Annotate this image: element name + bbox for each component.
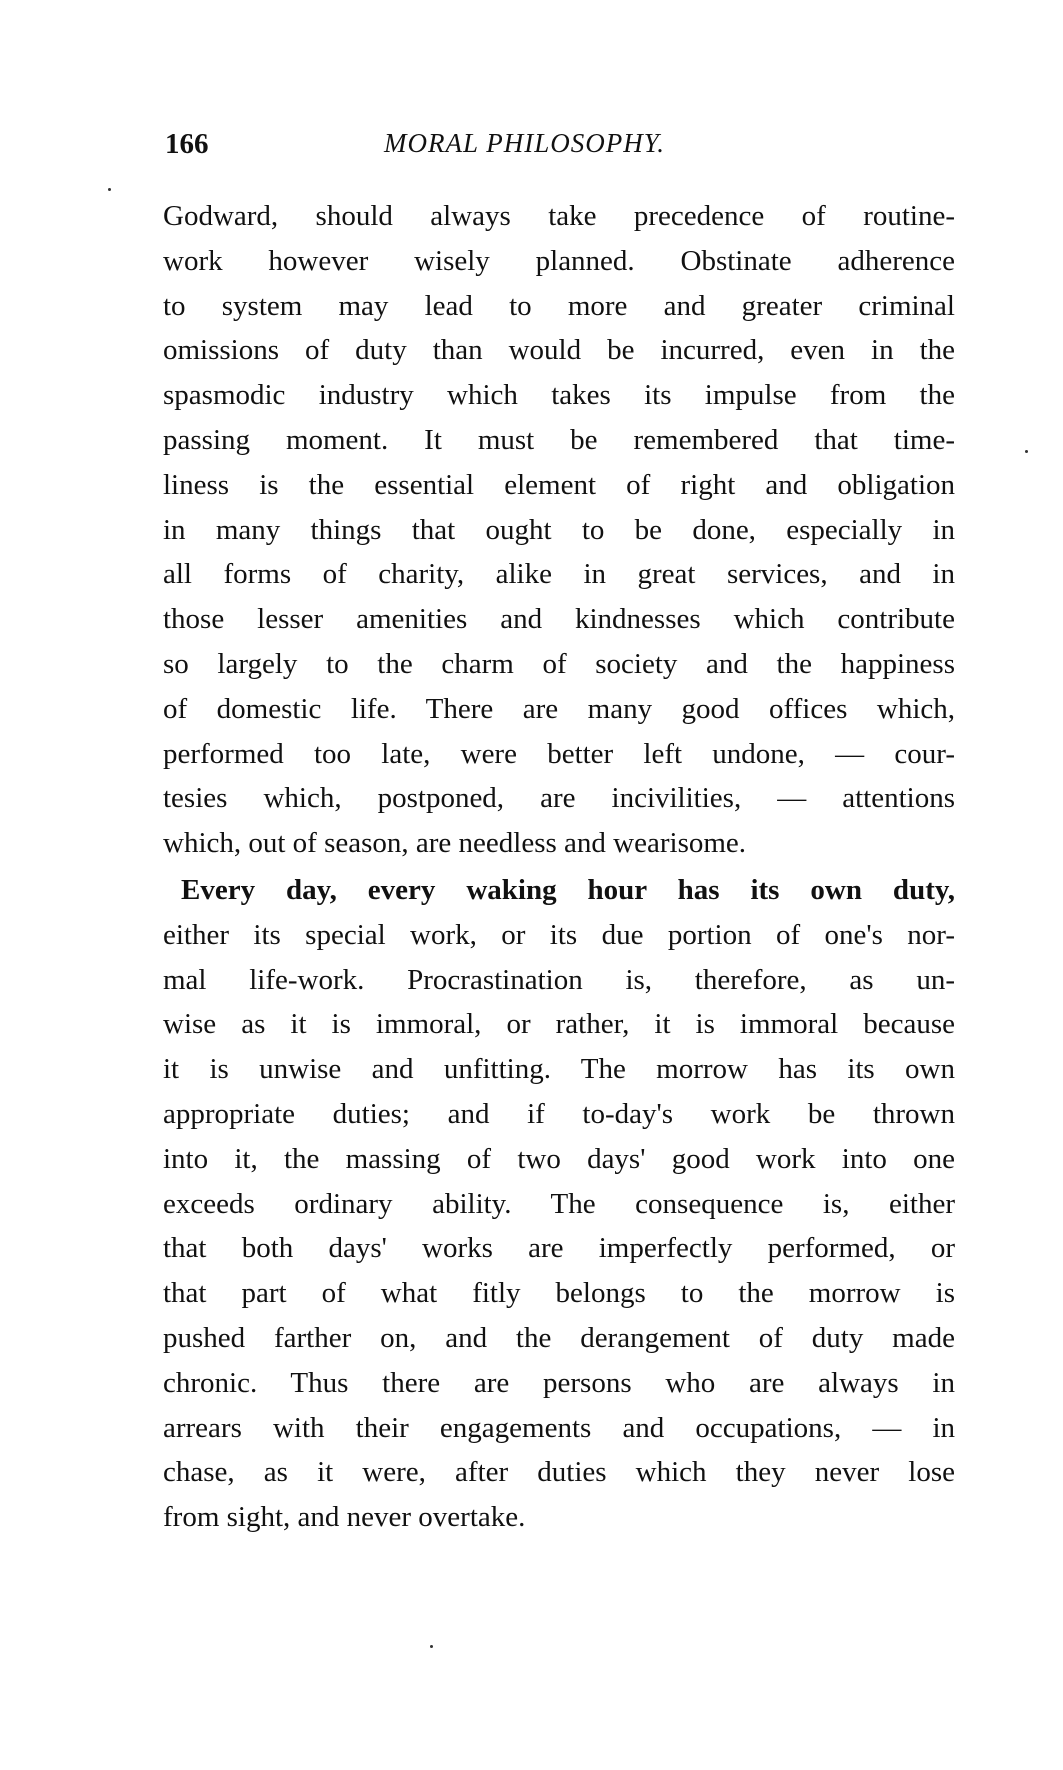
scan-speck [1025, 450, 1028, 453]
text-line: appropriate duties; and if to-day's work be thrown [163, 1097, 955, 1130]
text-line: performed too late, were better left undone, — cour- [163, 737, 955, 770]
text-line: that both days' works are imperfectly performed, or [163, 1232, 955, 1265]
text-line: tesies which, postponed, are incivilities, — attentions [163, 782, 955, 815]
text-line: that part of what fitly belongs to the morrow is [163, 1277, 955, 1310]
paragraph-1 [163, 194, 955, 866]
text-line: from sight, and never overtake. [163, 1501, 526, 1534]
text-line: to system may lead to more and greater criminal [163, 289, 955, 322]
text-line: mal life-work. Procrastination is, therefore, as un- [163, 963, 955, 996]
text-line: spasmodic industry which takes its impulse from the [163, 379, 955, 412]
text-line: chronic. Thus there are persons who are always in [163, 1366, 955, 1399]
text-line: in many things that ought to be done, especially in [163, 513, 955, 546]
scan-speck [108, 188, 111, 191]
scan-speck [430, 1645, 433, 1648]
paragraph-2 [163, 868, 955, 1540]
text-line: those lesser amenities and kindnesses which contribute [163, 603, 955, 636]
text-line: passing moment. It must be remembered that time- [163, 423, 955, 456]
text-line: Godward, should always take precedence of routine- [163, 200, 955, 232]
running-title: MORAL PHILOSOPHY. [384, 128, 666, 158]
text-line: wise as it is immoral, or rather, it is immoral because [163, 1008, 955, 1041]
text-line: chase, as it were, after duties which they never lose [163, 1456, 955, 1489]
text-line: Every day, every waking hour has its own duty, [181, 874, 955, 906]
text-line: work however wisely planned. Obstinate adherence [163, 244, 955, 277]
text-line: exceeds ordinary ability. The consequence is, either [163, 1187, 955, 1220]
text-line: so largely to the charm of society and the happiness [163, 647, 955, 680]
page-number: 166 [165, 128, 209, 160]
text-line: it is unwise and unfitting. The morrow has its own [163, 1053, 955, 1086]
text-line: of domestic life. There are many good offices which, [163, 692, 955, 725]
text-line: omissions of duty than would be incurred, even in the [163, 334, 955, 367]
text-line: all forms of charity, alike in great services, and in [163, 558, 955, 591]
text-line: which, out of season, are needless and wearisome. [163, 827, 747, 860]
text-line: either its special work, or its due portion of one's nor- [163, 918, 955, 951]
text-line: pushed farther on, and the derangement of duty made [163, 1321, 955, 1354]
text-line: into it, the massing of two days' good work into one [163, 1142, 955, 1175]
text-line: arrears with their engagements and occupations, — in [163, 1411, 955, 1444]
text-line: liness is the essential element of right and obligation [163, 468, 955, 501]
